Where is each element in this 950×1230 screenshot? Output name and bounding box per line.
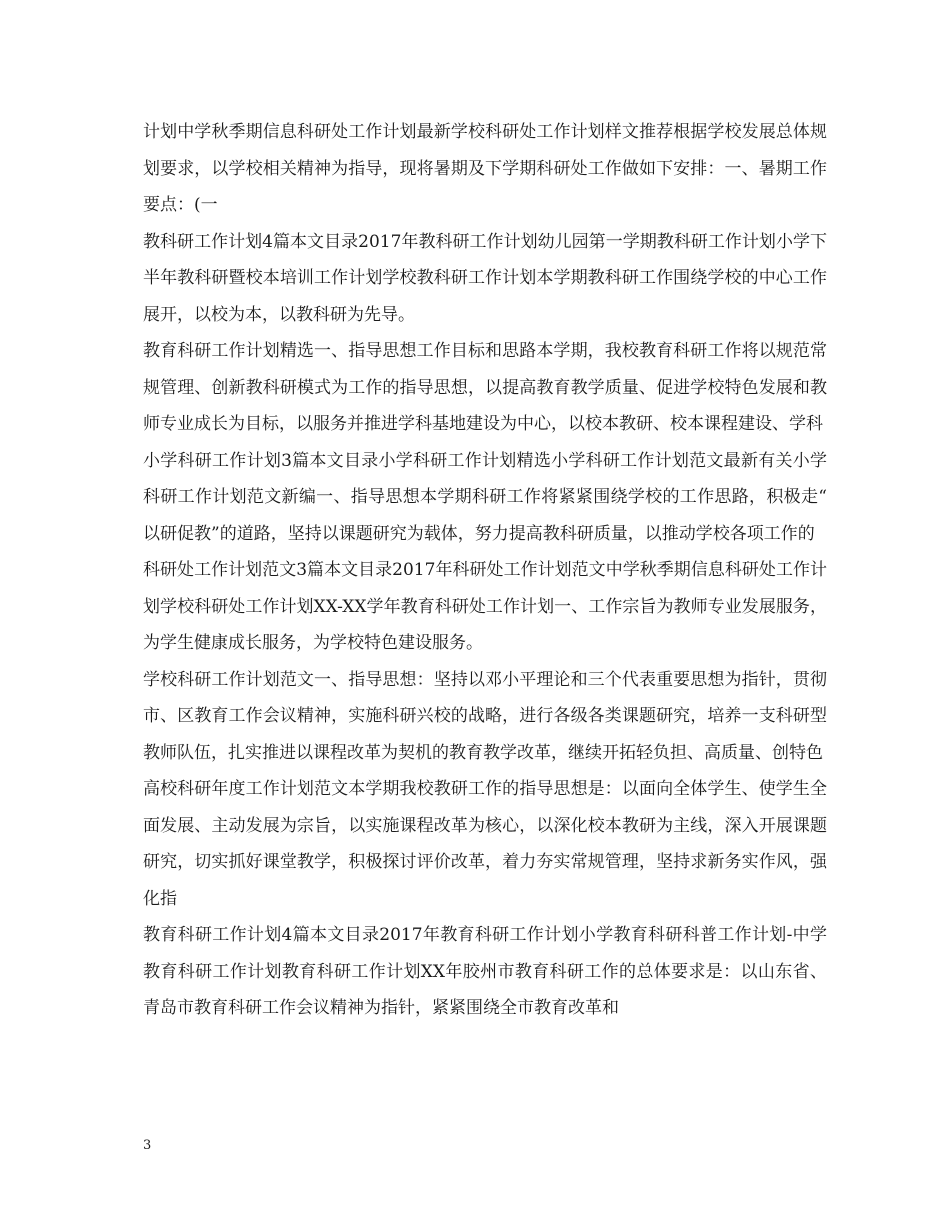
paragraph-4: 小学科研工作计划3篇本文目录小学科研工作计划精选小学科研工作计划范文最新有关小学科研工作计划范文新编一、指导思想本学期科研工作将紧紧围绕学校的工作思路，积极走“以研促教”的道路，坚持以课题研究为载体，努力提高教科研质量，以推动学校各项工作的 xyxy=(143,450,827,544)
paragraph-1: 计划中学秋季期信息科研处工作计划最新学校科研处工作计划样文推荐根据学校发展总体规划要求，以学校相关精神为指导，现将暑期及下学期科研处工作做如下安排：一、暑期工作要点：(一 xyxy=(143,122,827,215)
paragraph-2: 教科研工作计划4篇本文目录2017年教科研工作计划幼儿园第一学期教科研工作计划小学下半年教科研暨校本培训工作计划学校教科研工作计划本学期教科研工作围绕学校的中心工作展开，以校为本，以教科研为先导。 xyxy=(143,231,827,325)
paragraph-6: 学校科研工作计划范文一、指导思想：坚持以邓小平理论和三个代表重要思想为指针，贯彻市、区教育工作会议精神，实施科研兴校的战略，进行各级各类课题研究，培养一支科研型教师队伍，扎实推进以课程改革为契机的教育教学改革，继续开拓轻负担、高质量、创特色 xyxy=(143,669,827,763)
paragraph-5: 科研处工作计划范文3篇本文目录2017年科研处工作计划范文中学秋季期信息科研处工作计划学校科研处工作计划XX-XX学年教育科研处工作计划一、工作宗旨为教师专业发展服务，为学生健康成长服务，为学校特色建设服务。 xyxy=(143,560,827,653)
document-body xyxy=(143,114,827,1027)
paragraph-8: 教育科研工作计划4篇本文目录2017年教育科研工作计划小学教育科研科普工作计划-中学教育科研工作计划教育科研工作计划XX年胶州市教育科研工作的总体要求是：以山东省、青岛市教育科研工作会议精神为指针，紧紧围绕全市教育改革和 xyxy=(143,925,827,1018)
page-number: 3 xyxy=(143,1138,152,1153)
paragraph-7: 高校科研年度工作计划范文本学期我校教研工作的指导思想是：以面向全体学生、使学生全面发展、主动发展为宗旨，以实施课程改革为核心，以深化校本教研为主线，深入开展课题研究，切实抓好课堂教学，积极探讨评价改革，着力夯实常规管理，坚持求新务实作风，强化指 xyxy=(143,779,827,909)
paragraph-3: 教育科研工作计划精选一、指导思想工作目标和思路本学期，我校教育科研工作将以规范常规管理、创新教科研模式为工作的指导思想，以提高教育教学质量、促进学校特色发展和教师专业成长为目标，以服务并推进学科基地建设为中心，以校本教研、校本课程建设、学科 xyxy=(143,341,827,434)
